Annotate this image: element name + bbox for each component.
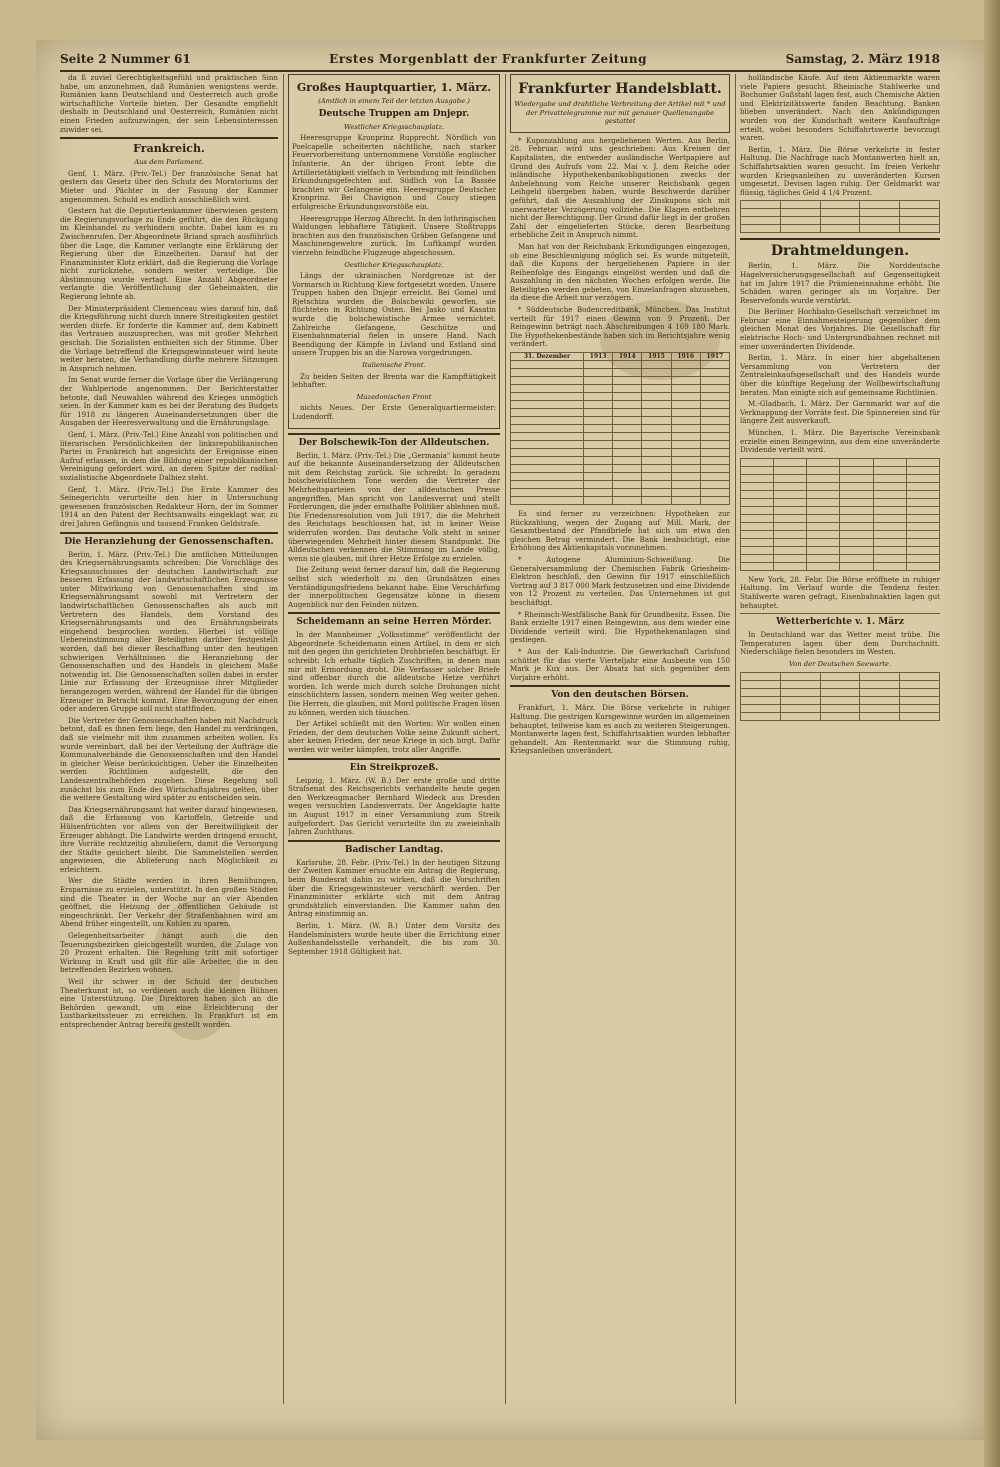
subheading-westlich: Westlicher Kriegsschauplatz. bbox=[343, 122, 445, 131]
exchange-rates-table bbox=[740, 200, 940, 233]
handelsblatt-masthead bbox=[510, 74, 730, 133]
weather-table bbox=[740, 672, 940, 721]
issue-date: Samstag, 2. März 1918 bbox=[785, 52, 940, 66]
foreign-exchange-table bbox=[740, 458, 940, 571]
heading-hauptquartier: Großes Hauptquartier, 1. März. bbox=[296, 81, 492, 94]
subheading-amtlich: (Amtlich in einem Teil der letzten Ausgabe.) bbox=[318, 97, 470, 105]
heading-handelsblatt: Frankfurter Handelsblatt. bbox=[518, 81, 722, 97]
column-4: holländische Käufe. Auf dem Aktienmarkte waren viele Papiere gesucht. Rheinische Stahlwerke und Bochumer Gußstahl lagen fest, auch Chemische Aktien und Elektrizitätswerte fanden Beachtung. Banken blieben unverändert. Nach den Ankündigungen wurden von der Kundschaft weitere Kaufaufträge erteilt, wobei besonders Schiffahrtswerte bevorzugt waren. Berlin, 1. März. Die Börse verkehrte in fester Haltung. Die Nachfrage nach Montanwerten hielt an, Schiffahrtsaktien waren gesucht. Im freien Verkehr wurden Kriegsanleihen zu unveränderten Kursen umgesetzt. Devisen lagen ruhig. Der Geldmarkt war flüssig, tägliches Geld 4 1/4 Prozent. Drahtmeldungen. Berlin, 1. März. Die Norddeutsche Hagelversicherungsgesellschaft auf Gegenseitigkeit hat im Jahre 1917 die Prämieneinnahme erhöht. Die Schäden waren geringer als im Vorjahre. Der Reservefonds wurde verstärkt. Die Berliner Hochbahn-Gesellschaft verzeichnet im Februar eine Einnahmesteigerung gegenüber dem gleichen Monat des Vorjahres. Die Gesellschaft für elektrische Hoch- und Untergrundbahnen rechnet mit einer unveränderten Dividende. Berlin, 1. März. In einer hier abgehaltenen Versammlung von Vertretern der Zentraleinkaufsgesellschaft und des Handels wurde über die künftige Regelung der Wollbewirtschaftung beraten. Man einigte sich auf gemeinsame Richtlinien. M.-Gladbach, 1. März. Der Garnmarkt war auf die Verknappung der Vorräte fest. Die Spinnereien sind für längere Zeit ausverkauft. München, 1. März. Die Bayerische Vereinsbank erzielte einen Reingewinn, aus dem eine unveränderte Dividende verteilt wird. New York, 28. Febr. Die Börse eröffnete in ruhiger Haltung. Im Verlauf wurde die Tendenz fester. Stahlwerte waren gefragt, Eisenbahnaktien lagen gut behauptet. Wetterberichte v. 1. März In Deutschland war das Wetter meist trübe. Die Temperaturen lagen über dem Durchschnitt. Niederschläge fielen besonders im Westen. Von der Deutschen Seewarte. bbox=[740, 74, 940, 1404]
subheading-oestlich: Oestlicher Kriegsschauplatz. bbox=[344, 260, 444, 269]
column-2: Großes Hauptquartier, 1. März. (Amtlich in einem Teil der letzten Ausgabe.) Deutsche Truppen am Dnjepr. Westlicher Kriegsschauplatz. Heeresgruppe Kronprinz Rupprecht. Nördlich von Poelcapelle scheiterten nächtliche, nach starker Feuervorbereitung unternommene Vorstöße englischer Infanterie. An der übrigen Front lebte die Artillerietätigkeit vielfach in Verbindung mit feindlichen Erkundungsgefechten auf. Südlich von La Bassée brachten wir Gefangene ein. Heeresgruppe Deutscher Kronprinz. Bei Chavignon und Coucy stiegen erfolgreiche Erkundungsvorstöße ein. Heeresgruppe Herzog Albrecht. In den lothringischen Waldungen lebhaftere Tätigkeit. Unsere Stoßtrupps brachten aus den französischen Gräben Gefangene und Maschinengewehre zurück. Im Luftkampf wurden vierzehn feindliche Flugzeuge abgeschossen. Oestlicher Kriegsschauplatz. Längs der ukrainischen Nordgrenze ist der Vormarsch in Richtung Kiew fortgesetzt worden. Unsere Truppen haben den Dnjepr erreicht. Bei Gomel und Rjetschiza wurden die Bolschewiki geworfen, sie flüchteten in Richtung Osten. Bei Jasko und Kasatin wurde die bolschewistische Armee vernichtet. Zahlreiche Gefangene, Geschütze und Eisenbahnmaterial fielen in unsere Hand. Nach Beendigung der Kämpfe in Livland und Estland sind unsere Truppen bis an die Narowa vorgedrungen. Italienische Front. Zu beiden Seiten der Brenta war die Kampftätigkeit lebhafter. Mazedonischen Front nichts Neues. Der Erste Generalquartiermeister: Ludendorff. Der Bolschewik-Ton der Alldeutschen. Berlin, 1. März. (Priv.-Tel.) Die „Germania" kommt heute auf die bekannte Auseinandersetzung der Alldeutschen mit dem Reichstag zurück. Sie schreibt: In geradezu bolschewistischem Tone werden die Vertreter der Mehrheitsparteien von der alldeutschen Presse angegriffen. Man spricht von Landesverrat und stellt Forderungen, die jeder ernsthafte Politiker ablehnen muß. Die Friedensresolution vom Juli 1917, die die Mehrheit des Reichstags beschlossen hat, ist in keiner Weise widerrufen worden. Das deutsche Volk steht in seiner überwiegenden Mehrheit hinter diesem Standpunkt. Die Alldeutschen verkennen die Stimmung im Lande völlig, wenn sie glauben, mit ihrer Hetze Erfolge zu erzielen. Die Zeitung weist ferner darauf hin, daß die Regierung selbst sich wiederholt zu den Grundsätzen eines Verständigungsfriedens bekannt habe. Eine Verschärfung der innerpolitischen Gegensätze könne in diesem Augenblick nur den Feinden nützen. Scheidemann an seine Herren Mörder. In der Mannheimer „Volksstimme" veröffentlicht der Abgeordnete Scheidemann einen Artikel, in dem er sich mit den gegen ihn gerichteten Drohbriefen beschäftigt. Er schreibt: Ich erhalte täglich Zuschriften, in denen man mir mit Ermordung droht. Die Verfasser solcher Briefe sind offenbar durch die alldeutsche Hetze verführt worden. Ich werde mich durch solche Drohungen nicht einschüchtern lassen, sondern meinen Weg weiter gehen. Die Herren, die glauben, mit Mord politische Fragen lösen zu können, werden sich täuschen. Der Artikel schließt mit den Worten: Wir wollen einen Frieden, der dem deutschen Volke seine Zukunft sichert, aber keinen Frieden, der neue Kriege in sich birgt. Dafür werden wir weiter kämpfen, trotz aller Angriffe. Ein Streikprozeß. Leipzig, 1. März. (W. B.) Der erste große und dritte Strafsenat des Reichsgerichts verhandelte heute gegen den Werkzeugmacher Bernhard Wiedeck aus Dresden wegen versuchten Landesverrats. Der Angeklagte hatte im August 1917 in einer Versammlung zum Streik aufgefordert. Das Gericht verurteilte ihn zu zweieinhalb Jahren Zuchthaus. Badischer Landtag. Karlsruhe, 28. Febr. (Priv.-Tel.) In der heutigen Sitzung der Zweiten Kammer ersuchte ein Antrag die Regierung, beim Bundesrat dahin zu wirken, daß die Vorschriften über die Kriegsgewinnsteuer verschärft werden. Der Finanzminister erklärte sich mit dem Antrag grundsätzlich einverstanden. Die Kammer nahm den Antrag einstimmig an. Berlin, 1. März. (W. B.) Unter dem Vorsitz des Handelsministers wurde heute über die Errichtung einer Außenhandelsstelle verhandelt, die bis zum 30. September 1918 Gültigkeit hat. bbox=[288, 74, 500, 1404]
subheading-parlament: Aus dem Parlament. bbox=[134, 158, 204, 167]
heading-truppen-dnjepr: Deutsche Truppen am Dnjepr. bbox=[318, 108, 470, 119]
subheading-mazedonisch: Mazedonischen Front bbox=[356, 392, 432, 401]
masthead-line bbox=[60, 48, 940, 72]
heading-drahtmeldungen: Drahtmeldungen. bbox=[770, 243, 910, 260]
column-3: Frankfurter Handelsblatt. Wiedergabe und drahtliche Verbreitung der Artikel mit * und der Privattelegramme nur mit genauer Quellenangabe gestattet * Kuponzahlung aus hergeliehenen Werten. Aus Berlin, 28. Februar, wird uns geschrieben: Aus Kreisen der Kapitalisten, die entweder ausländische Wertpapiere auf Grund des Aufrufs vom 22. Mai v. J. dem Reiche oder inländische Hypothekenbankobligationen zwecks der Anbelehnung vom Reiche unserer Reichsbank gegen Leihgeld übergeben haben, wurde Beschwerde darüber geführt, daß die Auszahlung der Zinskupons sich mit unerwarteter Verzögerung vollziehe. Die Klagen entbehren nicht der Berechtigung. Der Grund dafür liegt in der großen Zahl der eingelieferten Stücke, deren Bearbeitung erhebliche Zeit in Anspruch nimmt. Man hat von der Reichsbank Erkundigungen eingezogen, ob eine Beschleunigung möglich sei. Es wurde mitgeteilt, daß die Kupons der hergeliehenen Papiere in der Reihenfolge des Eingangs eingelöst werden und daß die Auszahlung in den nächsten Wochen erfolgen werde. Die Beteiligten werden gebeten, von Einzelanfragen abzusehen, da diese die Arbeit nur verzögern. * Süddeutsche Bodencreditbank, München. Das Institut verteilt für 1917 einen Gewinn von 9 Prozent. Der Reingewinn beträgt nach Abschreibungen 4 169 180 Mark. Die Hypothekenbestände haben sich im Berichtsjahre wenig verändert. 31. Dezember 1913 1914 1915 1916 1917 Es sind ferner zu verzeichnen: Hypotheken zur Rückzahlung, wegen der Zugang auf Mill. Mark, der Gesamtbestand der Pfandbriefe hat sich um etwa den gleichen Betrag vermindert. Die Bank beabsichtigt, eine Erhöhung des Aktienkapitals vorzunehmen. * Autogene Aluminium-Schweißung. Die Generalversammlung der Chemischen Fabrik Griesheim-Elektron beschloß, den Gewinn für 1917 einschließlich Vortrag auf 3 817 000 Mark festzusetzen und eine Dividende von 12 Prozent zu verteilen. Das Unternehmen ist gut beschäftigt. * Rheinisch-Westfälische Bank für Grundbesitz, Essen. Die Bank erzielte 1917 einen Reingewinn, aus dem wieder eine Dividende verteilt wird. Die Hypothekenanlagen sind gestiegen. * Aus der Kali-Industrie. Die Gewerkschaft Carlsfund schüttet für das vierte Vierteljahr eine Ausbeute von 150 Mark je Kux aus. Der Absatz hat sich gegenüber dem Vorjahre erhöht. Von den deutschen Börsen. Frankfurt, 1. März. Die Börse verkehrte in ruhiger Haltung. Die gestrigen Kursgewinne wurden im allgemeinen behauptet, teilweise kam es auch zu weiteren Steigerungen. Montanwerte lagen fest, Schiffahrtsaktien wurden lebhafter gehandelt. Am Rentenmarkt war die Stimmung ruhig, Kriegsanleihen unverändert. bbox=[510, 74, 730, 1404]
heading-wetterberichte: Wetterberichte v. 1. März bbox=[776, 617, 904, 628]
heading-deutsche-boersen: Von den deutschen Börsen. bbox=[551, 690, 689, 701]
heading-bolschewik-ton: Der Bolschewik-Ton der Alldeutschen. bbox=[298, 437, 490, 448]
subheading-seewarte: Von der Deutschen Seewarte. bbox=[788, 659, 892, 668]
report-box: Großes Hauptquartier, 1. März. (Amtlich in einem Teil der letzten Ausgabe.) Deutsche Truppen am Dnjepr. Westlicher Kriegsschauplatz. Heeresgruppe Kronprinz Rupprecht. Nördlich von Poelcapelle scheiterten nächtliche, nach starker Feuervorbereitung unternommene Vorstöße englischer Infanterie. An der übrigen Front lebte die Artillerietätigkeit vielfach in Verbindung mit feindlichen Erkundungsgefechten auf. Südlich von La Bassée brachten wir Gefangene ein. Heeresgruppe Deutscher Kronprinz. Bei Chavignon und Coucy stiegen erfolgreiche Erkundungsvorstöße ein. Heeresgruppe Herzog Albrecht. In den lothringischen Waldungen lebhaftere Tätigkeit. Unsere Stoßtrupps brachten aus den französischen Gräben Gefangene und Maschinengewehre zurück. Im Luftkampf wurden vierzehn feindliche Flugzeuge abgeschossen. Oestlicher Kriegsschauplatz. Längs der ukrainischen Nordgrenze ist der Vormarsch in Richtung Kiew fortgesetzt worden. Unsere Truppen haben den Dnjepr erreicht. Bei Gomel und Rjetschiza wurden die Bolschewiki geworfen, sie flüchteten in Richtung Osten. Bei Jasko und Kasatin wurde die bolschewistische Armee vernichtet. Zahlreiche Gefangene, Geschütze und Eisenbahnmaterial fielen in unsere Hand. Nach Beendigung der Kämpfe in Livland und Estland sind unsere Truppen bis an die Narowa vorgedrungen. Italienische Front. Zu beiden Seiten der Brenta war die Kampftätigkeit lebhafter. Mazedonischen Front nichts Neues. Der Erste Generalquartiermeister: Ludendorff. bbox=[288, 74, 500, 429]
heading-frankreich: Frankreich. bbox=[133, 142, 205, 156]
heading-scheidemann: Scheidemann an seine Herren Mörder. bbox=[296, 617, 492, 628]
handelsblatt-notice: Wiedergabe und drahtliche Verbreitung der Artikel mit * und der Privattelegramme nur mit genauer Quellenangabe gestattet bbox=[514, 100, 726, 126]
column-1: da ß zuviel Gerechtigkeitsgefühl und praktischen Sinn habe, um anzunehmen, daß Rumänien wenigstens werde. Rumänien kann Deutschland und Oesterreich auch große wirtschaftliche Vorteile bieten. Der Gesandte empfiehlt deshalb in Deutschland und Oesterreich, Rumänien nicht einen Frieden aufzuzwingen, der sein Lebensinteressen zuwider sei. Frankreich. Aus dem Parlament. Genf, 1. März. (Priv.-Tel.) Der französische Senat hat gestern das Gesetz über den Schutz des Moratoriums der Mieter und Pächter in der Fassung der Kammer angenommen. Schuld es endlich ausschließlich wird. Gestern hat die Deputiertenkammer überwiesen gestern die Regierungsvorlage zu Ende geführt, die den Rückgang im Kleinhandel zu verhindern suchte. Dabei kam es zu Zwischenrufen. Der Abgeordnete Briand sprach ausführlich über die Lage, die Kammer verlangte eine Erklärung der Regierung über die Einzelheiten. Darauf hat der Finanzminister Klotz erklärt, daß die Regierung die Vorlage nicht zurückziehe, sondern weiter verteidige. Die Abstimmung wurde vertagt. Eine Anzahl Abgeordneter verlangte die Veröffentlichung der Geheimakten, die Regierung lehnte ab. Der Ministerpräsident Clemenceau wies darauf hin, daß die Kriegsführung nicht durch innere Streitigkeiten gestört werden dürfe. Er forderte die Kammer auf, dem Kabinett das Vertrauen auszusprechen, was mit großer Mehrheit geschah. Die Sozialisten enthielten sich der Stimme. Über die Vorlage betreffend die Kriegsgewinnsteuer wird heute weiter beraten, die Verhandlung dürfte mehrere Sitzungen in Anspruch nehmen. Im Senat wurde ferner die Vorlage über die Verlängerung der Wahlperiode angenommen. Der Berichterstatter betonte, daß Neuwahlen während des Krieges unmöglich seien. In der Kammer kam es bei der Beratung des Budgets für 1918 zu längeren Auseinandersetzungen über die Ausgaben der Heeresverwaltung und die Ernährungslage. Genf, 1. März. (Priv.-Tel.) Eine Anzahl von politischen und literarischen Persönlichkeiten der linksrepublikanischen Partei in Frankreich hat angesichts der Ereignisse einen Aufruf erlassen, in dem die Bildung einer republikanischen Vereinigung gefordert wird, an deren Spitze der radikal-sozialistische Abgeordnete Dalbiez steht. Genf, 1. März. (Priv.-Tel.) Die Erste Kammer des Seinegerichts verurteilte den hier in Untersuchung gewesenen französischen Redakteur Horn, der im Sommer 1914 an den Patent der Rechtsanwalts eingeklagt war, zu drei Jahren Gefängnis und tausend Franken Geldstrafe. Die Heranziehung der Genossenschaften. Berlin, 1. März. (Priv.-Tel.) Die amtlichen Mitteilungen des Kriegsernährungsamts schreiben: Die Vorschläge des Kriegsausschusses der deutschen Landwirtschaft zur besseren Erfassung der landwirtschaftlichen Erzeugnisse unter Mitwirkung von Genossenschaften sind im Kriegsernährungsamt sowohl mit Vertretern der landwirtschaftlichen Genossenschaften als auch mit Vertretern des Handels, dem Vorstand des Kriegsernährungsamts und des Ernährungsbeirats eingehend besprochen worden. Hierbei ist völlige Uebereinstimmung aller Beteiligten darüber festgestellt worden, daß bei dieser Beschaffung unter den heutigen schwierigen Verhältnissen die Heranziehung der Genossenschaften und des Handels in gleichem Maße notwendig ist. Die Genossenschaften sollen dabei in erster Linie zur Erfassung der Erzeugnisse ihrer Mitglieder herangezogen werden, während der Handel für die übrigen Erzeuger in Betracht kommt. Eine Bevorzugung der einen oder anderen Gruppe soll nicht stattfinden. Die Vertreter der Genossenschaften haben mit Nachdruck betont, daß es ihnen fern liege, den Handel zu verdrängen, daß sie vielmehr mit ihm zusammen arbeiten wollen. Es wurde vereinbart, daß bei der Verteilung der Aufträge die Kommunalverbände die Genossenschaften und den Handel in gleicher Weise berücksichtigen. Ueber die Einzelheiten werden Richtlinien aufgestellt, die den Landeszentralbehörden zugehen. Diese Regelung soll zunächst bis zum Ende des Wirtschaftsjahres gelten, über die weitere Gestaltung wird später zu entscheiden sein. Das Kriegsernährungsamt hat weiter darauf hingewiesen, daß die Erfassung von Kartoffeln, Getreide und Hülsenfrüchten vor allem von der Bereitwilligkeit der Erzeuger abhängt. Die Landwirte werden dringend ersucht, ihre Vorräte rechtzeitig abzuliefern, damit die Versorgung der Städte gesichert bleibt. Die Sammelstellen werden angewiesen, die Ablieferung nach Möglichkeit zu erleichtern. Wer die Städte werden in ihren Bemühungen, Ersparnisse zu erzielen, unterstützt. In den großen Städten sind die Theater in der Woche nur an vier Abenden geöffnet, die Heizung der öffentlichen Gebäude ist eingeschränkt. Der Verkehr der Straßenbahnen wird am Abend früher eingestellt, um Kohlen zu sparen. Gelegenheitsarbeiter hängt auch die den Teuerungsbezirken gleichgestellt wurden, die Zulage von 20 Prozent erhalten. Die Regelung tritt mit sofortiger Wirkung in Kraft und gilt für alle Arbeiter, die in den betreffenden Bezirken wohnen. Weil ihr schwer in der Schuld der deutschen Theaterkunst ist, so verdienen auch die kleinen Bühnen eine Unterstützung. Die Direktoren haben sich an die Behörden gewandt, um eine Erleichterung der Lustbarkeitssteuer zu erreichen. In Frankfurt ist ein entsprechender Antrag bereits gestellt worden. bbox=[60, 74, 278, 1029]
newspaper-title: Erstes Morgenblatt der Frankfurter Zeitung bbox=[329, 52, 648, 66]
heading-streikprozess: Ein Streikprozeß. bbox=[349, 762, 439, 773]
heading-badischer-landtag: Badischer Landtag. bbox=[344, 844, 444, 855]
bank-statistics-table: 31. Dezember 1913 1914 1915 1916 1917 bbox=[510, 352, 730, 505]
page-edge bbox=[984, 0, 1000, 1467]
page-number: Seite 2 Nummer 61 bbox=[60, 52, 191, 66]
subheading-italienisch: Italienische Front. bbox=[362, 361, 426, 370]
heading-genossenschaften: Die Heranziehung der Genossenschaften. bbox=[64, 536, 274, 547]
